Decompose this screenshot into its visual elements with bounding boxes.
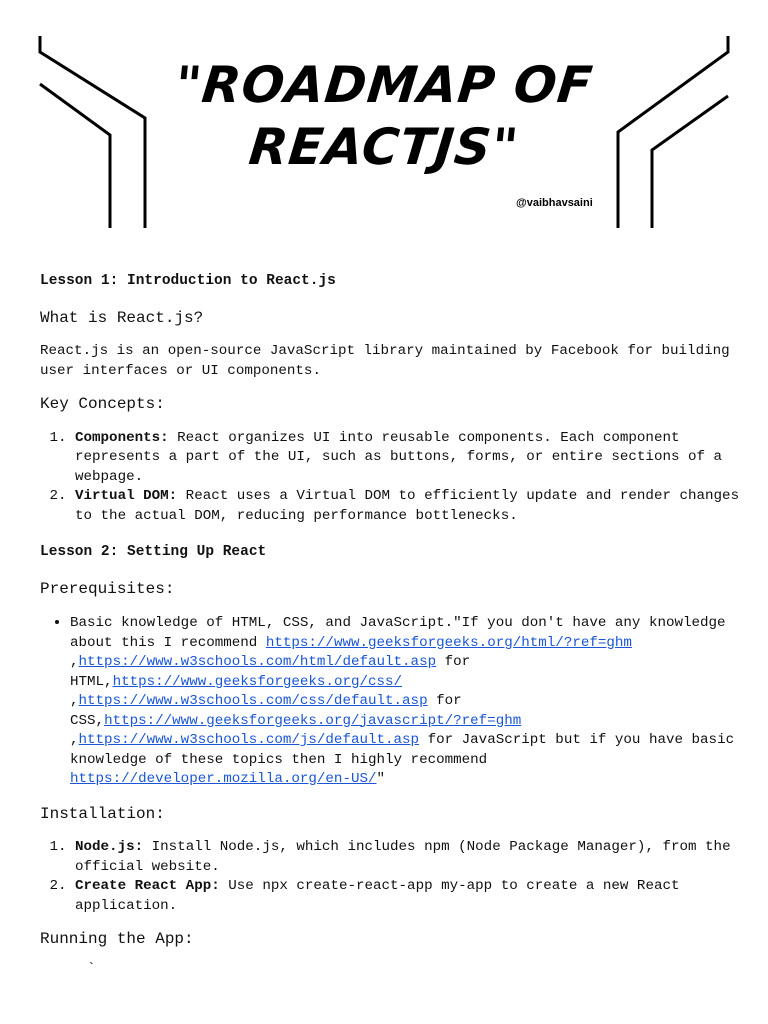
link-mdn[interactable]: https://developer.mozilla.org/en-US/ xyxy=(70,771,377,787)
install-term: Create React App: xyxy=(75,878,220,894)
link-gfg-css[interactable]: https://www.geeksforgeeks.org/css/ xyxy=(112,673,403,690)
list-item xyxy=(75,877,740,916)
install-text: Use npx create-react-app my-app to create a new React application. xyxy=(75,878,680,914)
installation-heading: Installation: xyxy=(40,804,165,823)
install-text: Install Node.js, which includes npm (Node Package Manager), from the official website. xyxy=(75,839,731,875)
concept-text: React organizes UI into reusable components. Each component represents a part of the UI, such as buttons, forms, or entire sections of a webpage. xyxy=(75,429,723,485)
key-concepts-list xyxy=(40,429,740,527)
link-gfg-html[interactable]: https://www.geeksforgeeks.org/html/?ref=ghm xyxy=(265,634,632,651)
install-term: Node.js: xyxy=(75,839,144,855)
prereq-text: for HTML, xyxy=(70,654,471,690)
link-w3schools-js[interactable]: https://www.w3schools.com/js/default.asp xyxy=(78,732,420,748)
prereq-text: , xyxy=(70,693,79,709)
prerequisites-heading: Prerequisites: xyxy=(40,579,175,598)
prereq-text: , xyxy=(70,732,79,748)
prereq-text: Basic knowledge of HTML, CSS, and JavaScript."If you don't have any knowledge about this I recommend xyxy=(70,615,726,651)
list-item xyxy=(75,429,740,488)
what-is-react-paragraph: React.js is an open-source JavaScript library maintained by Facebook for building user interfaces or UI components. xyxy=(40,343,730,379)
prerequisites-list xyxy=(40,613,740,790)
concept-term: Virtual DOM: xyxy=(75,488,178,504)
link-gfg-javascript[interactable]: https://www.geeksforgeeks.org/javascript/?ref=ghm xyxy=(104,712,522,729)
prereq-text: for JavaScript but if you have basic knowledge of these topics then I highly recommend xyxy=(70,732,735,768)
link-w3schools-html[interactable]: https://www.w3schools.com/html/default.asp xyxy=(78,654,437,670)
author-handle: @vaibhavsaini xyxy=(516,197,593,209)
list-item xyxy=(75,838,740,877)
prereq-text: , xyxy=(70,654,79,670)
lesson-2-heading: Lesson 2: Setting Up React xyxy=(40,544,267,560)
concept-term: Components: xyxy=(75,429,169,446)
link-w3schools-css[interactable]: https://www.w3schools.com/css/default.asp xyxy=(78,693,428,709)
list-item xyxy=(75,487,740,526)
document-body xyxy=(40,272,740,979)
lesson-1-heading: Lesson 1: Introduction to React.js xyxy=(40,273,336,289)
document-title-line-1: "ROADMAP OF xyxy=(172,56,596,114)
list-item xyxy=(70,613,740,790)
prereq-text: for CSS, xyxy=(70,693,462,729)
prereq-text: " xyxy=(376,771,386,787)
key-concepts-heading: Key Concepts: xyxy=(40,395,165,413)
running-app-partial-text: ` xyxy=(87,960,96,977)
header-banner xyxy=(0,0,768,240)
what-is-react-heading: What is React.js? xyxy=(40,308,204,327)
installation-list xyxy=(40,838,740,916)
running-app-heading: Running the App: xyxy=(40,930,194,948)
concept-text: React uses a Virtual DOM to efficiently update and render changes to the actual DOM, reducing performance bottlenecks. xyxy=(75,488,740,524)
document-title-line-2: REACTJS" xyxy=(246,118,522,176)
